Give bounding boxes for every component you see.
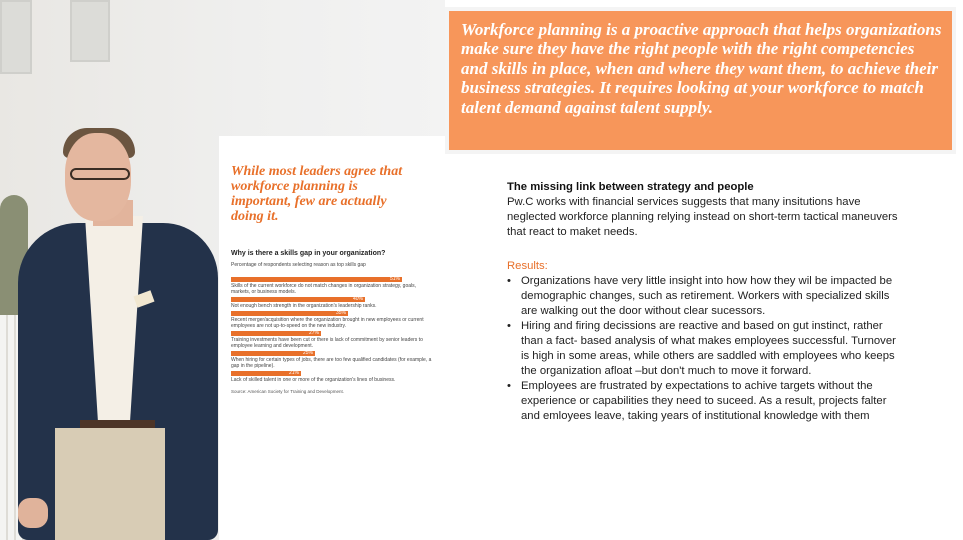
bar-label: Lack of skilled talent in one or more of the organization's lines of business. [231,377,396,383]
bar-percent: 35% [335,310,346,316]
body-column [507,180,907,424]
results-heading: Results: [507,260,548,272]
quote-text: Workforce planning is a proactive approach that helps organizations make sure they have the right people with the right competencies and skills in place, when and where they want them, to achieve their business strategies. It requires looking at your workforce to match talent demand against talent supply. [461,20,942,117]
bar-label: When hiring for certain types of jobs, there are too few qualified candidates (for example, a gap in the pipeline). [231,357,432,369]
quote-box [445,7,956,154]
infographic-question: Why is there a skills gap in your organization? [231,250,386,257]
infographic-subtitle: Percentage of respondents selecting reason as top skills gap [231,262,366,268]
bar-percent: 27% [308,330,319,336]
quote-panel [449,11,952,150]
glasses [70,168,130,180]
result-item: • Organizations have very little insight into how how they wil be impacted be demographic changes, such as retirement. Workers with specialized skills are walking out the door without clear sucessors. [507,274,907,319]
businessman-figure [10,128,220,540]
bar [231,351,315,356]
bar [231,297,365,302]
bar-label: Skills of the current workforce do not match changes in organization strategy, goals, markets, or business models. [231,283,417,295]
bar-label: Training investments have been cut or there is lack of commitment by senior leaders to employee learning and development. [231,337,423,349]
infographic-title: While most leaders agree that workforce planning is important, few are actually doing it. [231,164,403,224]
result-item: • Hiring and firing decissions are reactive and based on gut instinct, rather than a fact- based analysis of what makes employees successful. Turnover is high in some areas, while others are saddled with employees who keeps the organization afloat –but don't much to move it forward. [507,319,907,379]
window-right [70,0,110,62]
bar-label: Not enough bench strength in the organization's leadership ranks. [231,303,377,309]
bar [231,277,402,282]
infographic-card [219,136,445,540]
bar-percent: 25% [302,350,313,356]
hand [18,498,48,528]
intro-paragraph: Pw.C works with financial services suggests that many insitutions have neglected workforce planning relying instead on short-term tactical maneuvers that react to maket needs. [507,196,898,238]
bar-item [231,297,433,309]
bar [231,311,348,316]
bar-percent: 21% [288,370,299,376]
infographic-source: Source: American Society for Training and Development. [231,389,345,394]
bar [231,331,321,336]
khaki-pants [55,428,165,540]
bar-item [231,351,433,369]
results-list [507,274,907,424]
bar-item [231,277,433,295]
bar-item [231,311,433,329]
bar-label: Recent merger/acquisition where the organization brought in new employees or current employees are not up-to-speed on the new industry. [231,317,424,329]
bar-percent: 40% [352,296,363,302]
result-item: • Employees are frustrated by expectations to achive targets without the experience or capabilities they need to suceed. As a result, projects falter and emloyees leave, taking years of institutional knowledge with them [507,379,907,424]
bar-item [231,371,433,383]
window-left [0,0,32,74]
section-heading: The missing link between strategy and people [507,181,754,193]
bar-item [231,331,433,349]
bar-percent: 51% [389,276,400,282]
bar [231,371,301,376]
